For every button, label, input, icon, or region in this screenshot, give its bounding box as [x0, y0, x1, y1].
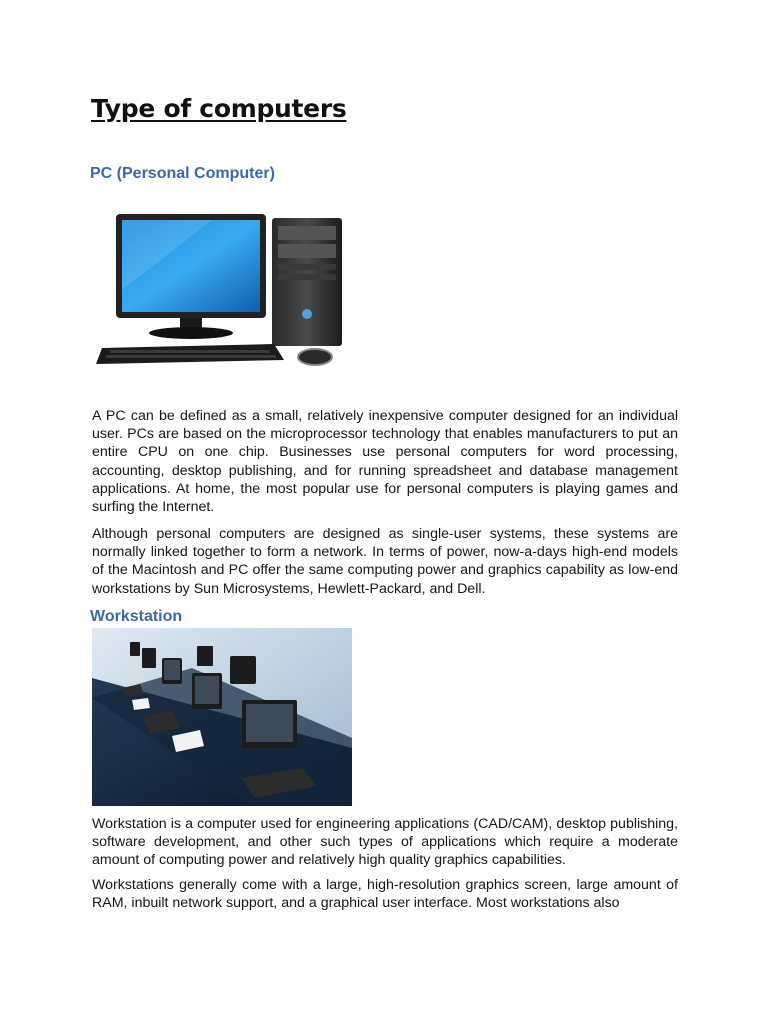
pc-paragraph-1: A PC can be defined as a small, relatively inexpensive computer designed for an individual user. PCs are based on the microprocessor technology that enables manufacturers to put an entire CPU on one chip. Businesses use personal computers for word processing, accounting, desktop publishing, and for running spreadsheet and database management applications. At home, the most popular use for personal computers is playing games and surfing the Internet. — [92, 408, 678, 516]
workstation-paragraph-2: Workstations generally come with a large, high-resolution graphics screen, large amount of RAM, inbuilt network support, and a graphical user interface. Most workstations also — [92, 877, 678, 912]
workstation-paragraph-1: Workstation is a computer used for engineering applications (CAD/CAM), desktop publishing, software development, and other such types of applications which require a moderate amount of computing power and relatively high quality graphics capabilities. — [92, 816, 678, 869]
pc-paragraph-2: Although personal computers are designed as single-user systems, these systems are normally linked together to form a network. In terms of power, now-a-days high-end models of the Macintosh and PC offer the same computing power and graphics capability as low-end workstations by Sun Microsystems, Hewlett-Packard, and Dell. — [92, 526, 678, 597]
section-heading-workstation: Workstation — [90, 608, 183, 625]
pc-image — [92, 210, 352, 380]
section-heading-pc: PC (Personal Computer) — [90, 165, 275, 182]
workstation-image — [92, 628, 352, 806]
page-title: Type of computers — [91, 94, 347, 123]
